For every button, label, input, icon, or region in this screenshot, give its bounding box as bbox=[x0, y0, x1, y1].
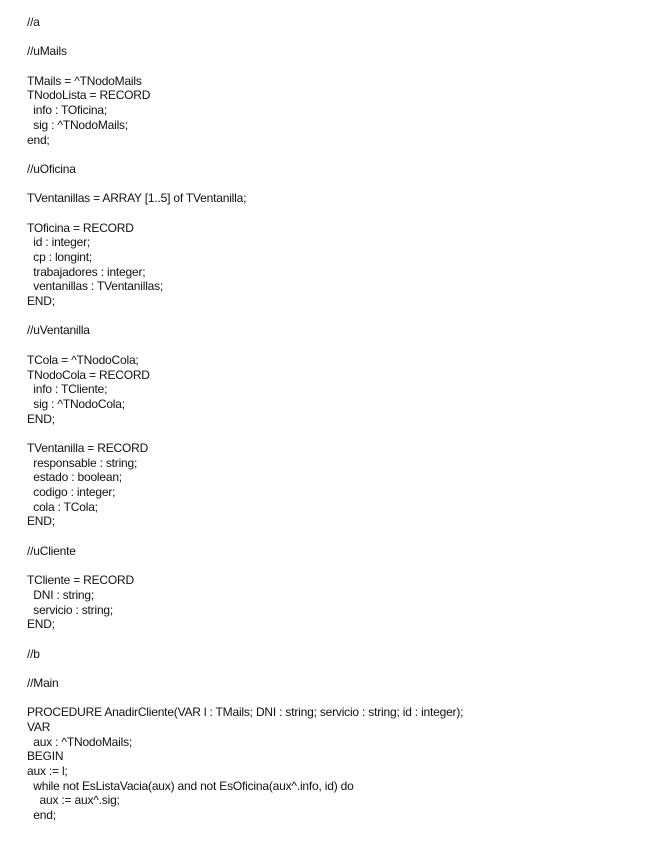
code-line bbox=[27, 632, 647, 647]
code-line bbox=[27, 691, 647, 706]
code-line: //uOficina bbox=[27, 161, 76, 176]
code-line: estado : boolean; bbox=[27, 470, 122, 485]
code-line: TVentanillas = ARRAY [1..5] of TVentanilla; bbox=[27, 191, 247, 206]
code-line: sig : ^TNodoMails; bbox=[27, 117, 128, 132]
code-line: TCliente = RECORD bbox=[27, 573, 134, 588]
code-line: //uVentanilla bbox=[27, 323, 90, 338]
code-line: //b bbox=[27, 646, 40, 661]
code-line bbox=[27, 338, 647, 353]
code-line: END; bbox=[27, 411, 55, 426]
code-line: //Main bbox=[27, 675, 59, 690]
code-line bbox=[27, 558, 647, 573]
code-line bbox=[27, 147, 647, 162]
code-line bbox=[27, 30, 647, 45]
code-line bbox=[27, 177, 647, 192]
code-line: TNodoCola = RECORD bbox=[27, 367, 150, 382]
code-line: END; bbox=[27, 294, 55, 309]
code-line: VAR bbox=[27, 720, 51, 734]
code-line: TVentanilla = RECORD bbox=[27, 440, 149, 455]
code-line: cp : longint; bbox=[27, 250, 93, 264]
code-line: sig : ^TNodoCola; bbox=[27, 396, 125, 411]
code-line: END; bbox=[27, 514, 55, 529]
code-line bbox=[27, 661, 647, 676]
code-line: BEGIN bbox=[27, 749, 64, 764]
code-line: aux := l; bbox=[27, 764, 68, 779]
code-line: //uCliente bbox=[27, 543, 76, 558]
code-document bbox=[27, 15, 647, 823]
code-line bbox=[27, 529, 647, 544]
code-line: end; bbox=[27, 132, 50, 147]
code-line: servicio : string; bbox=[27, 602, 114, 617]
code-line: aux := aux^.sig; bbox=[27, 793, 120, 808]
code-line bbox=[27, 59, 647, 74]
code-line: TMails = ^TNodoMails bbox=[27, 73, 142, 88]
code-line: DNI : string; bbox=[27, 587, 95, 602]
code-line: codigo : integer; bbox=[27, 485, 116, 499]
code-line: //a bbox=[27, 15, 40, 29]
code-line: info : TOficina; bbox=[27, 103, 107, 118]
code-line: id : integer; bbox=[27, 235, 91, 250]
code-line: trabajadores : integer; bbox=[27, 264, 146, 279]
code-line: info : TCliente; bbox=[27, 382, 108, 397]
code-line: END; bbox=[27, 617, 55, 632]
code-line: TNodoLista = RECORD bbox=[27, 88, 151, 103]
code-line: end; bbox=[27, 808, 56, 823]
code-line: //uMails bbox=[27, 44, 67, 59]
code-line: PROCEDURE AnadirCliente(VAR l : TMails; DNI : string; servicio : string; id : integer); bbox=[27, 705, 464, 720]
code-line: ventanillas : TVentanillas; bbox=[27, 279, 164, 294]
code-line bbox=[27, 206, 647, 221]
code-line: TOficina = RECORD bbox=[27, 220, 134, 235]
code-line: responsable : string; bbox=[27, 455, 138, 470]
code-line: aux : ^TNodoMails; bbox=[27, 734, 133, 749]
code-line: while not EsListaVacia(aux) and not EsOficina(aux^.info, id) do bbox=[27, 778, 354, 793]
code-line bbox=[27, 309, 647, 324]
code-line bbox=[27, 426, 647, 441]
code-line: TCola = ^TNodoCola; bbox=[27, 352, 139, 367]
code-line: cola : TCola; bbox=[27, 499, 98, 514]
